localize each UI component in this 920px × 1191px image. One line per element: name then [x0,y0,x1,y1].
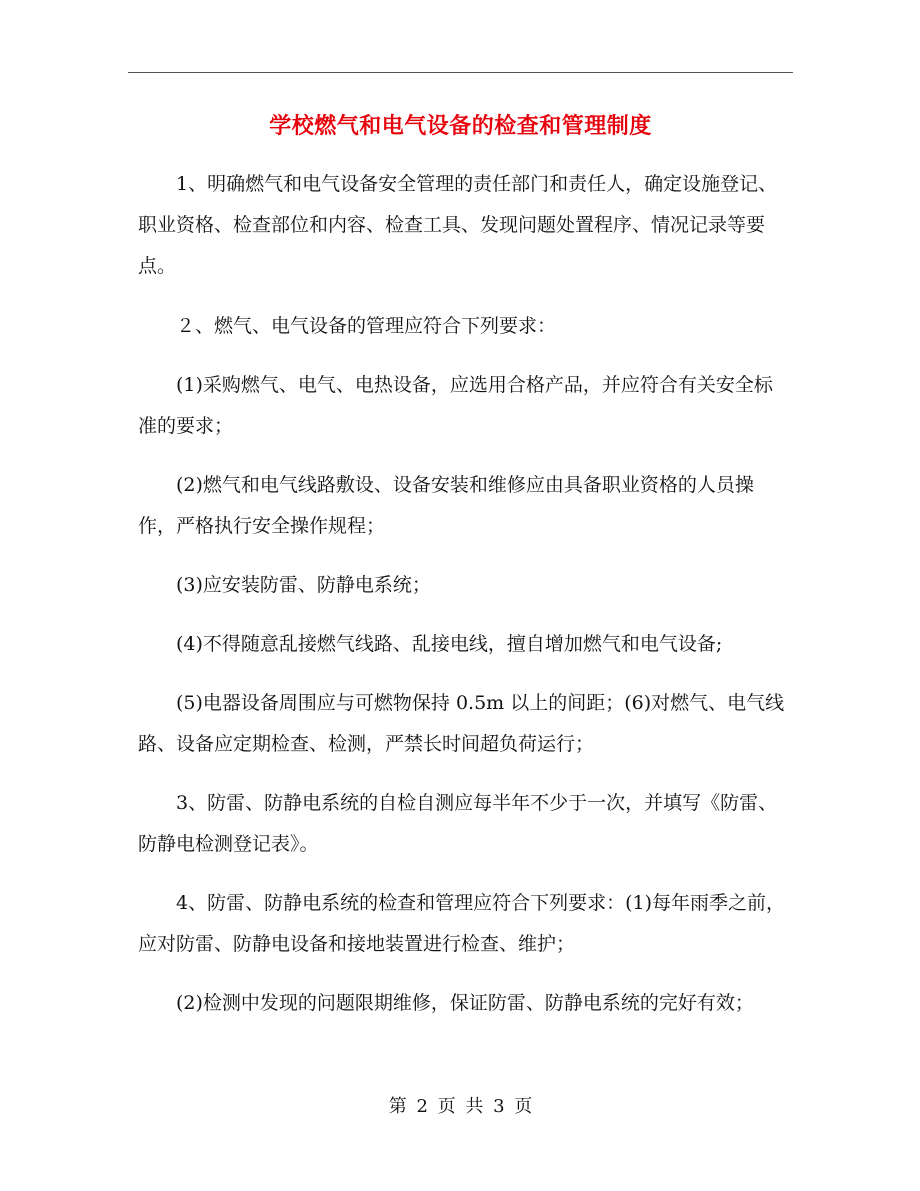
page-number-footer: 第 2 页 共 3 页 [388,1096,533,1117]
paragraph-1: 1、明确燃气和电气设备安全管理的责任部门和责任人，确定设施登记、职业资格、检查部位和内容、检查工具、发现问题处置程序、情况记录等要点。 [138,173,778,277]
header-rule [128,72,793,73]
paragraph-9: 4、防雷、防静电系统的检查和管理应符合下列要求：(1)每年雨季之前，应对防雷、防静电设备和接地装置进行检查、维护； [138,892,786,955]
paragraph-5: (3)应安装防雷、防静电系统； [176,574,431,596]
paragraph-8: 3、防雷、防静电系统的自检自测应每半年不少于一次，并填写《防雷、防静电检测登记表》。 [138,792,778,855]
paragraph-6: (4)不得随意乱接燃气线路、乱接电线，擅自增加燃气和电气设备; [176,633,723,655]
paragraph-7: (5)电器设备周围应与可燃物保持 0.5m 以上的间距；(6)对燃气、电气线路、设备应定期检查、检测，严禁长时间超负荷运行； [138,692,785,755]
paragraph-4: (2)燃气和电气线路敷设、设备安装和维修应由具备职业资格的人员操作，严格执行安全操作规程； [138,474,754,537]
paragraph-2: ２、燃气、电气设备的管理应符合下列要求： [176,315,557,337]
paragraph-3: (1)采购燃气、电气、电热设备，应选用合格产品，并应符合有关安全标准的要求； [138,374,773,437]
document-title: 学校燃气和电气设备的检查和管理制度 [269,113,652,139]
paragraph-10: (2)检测中发现的问题限期维修，保证防雷、防静电系统的完好有效； [176,992,754,1014]
